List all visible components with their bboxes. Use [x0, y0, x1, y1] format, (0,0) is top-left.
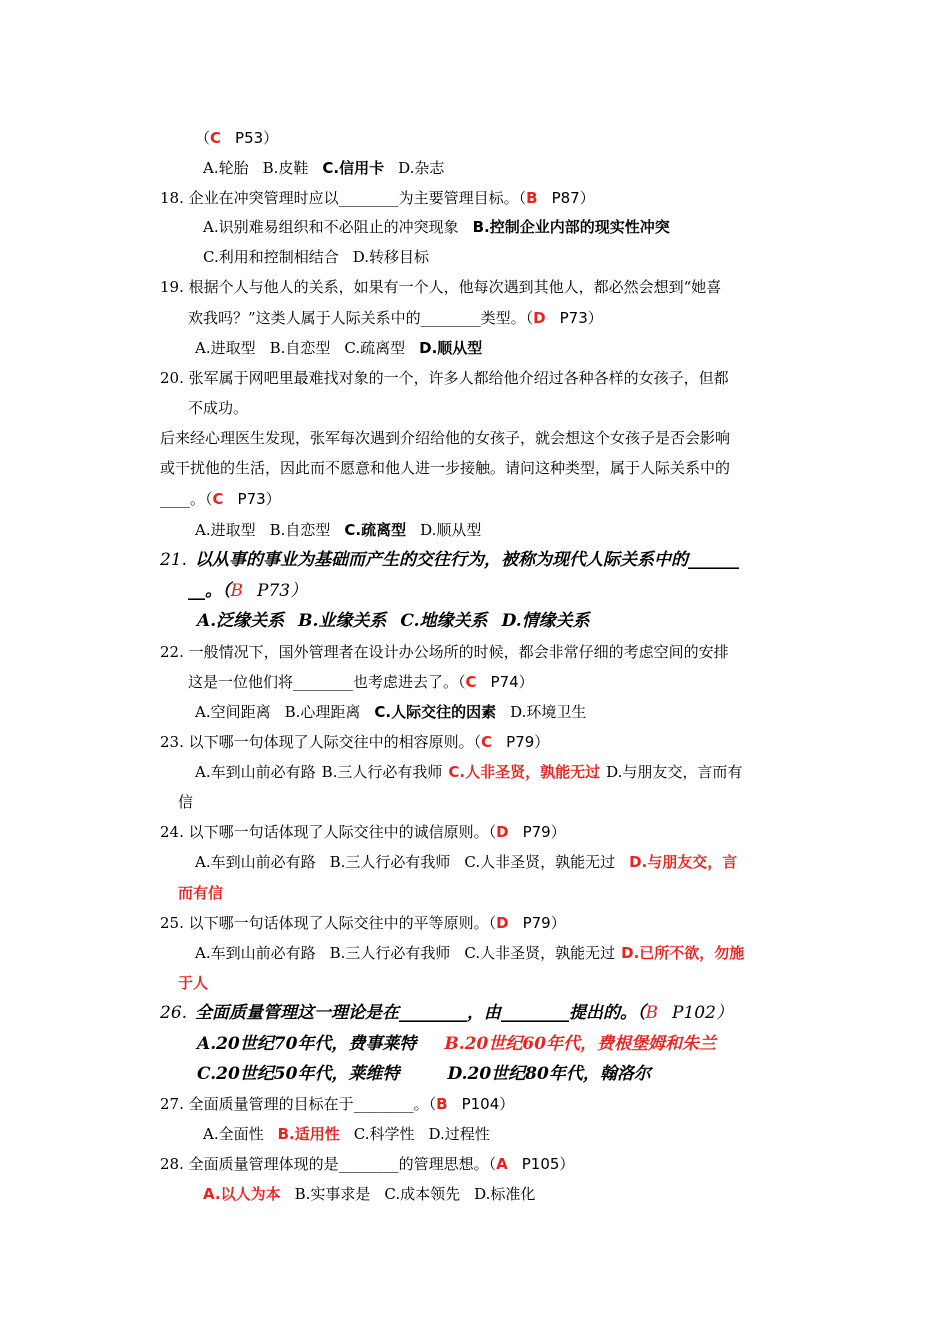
option-line	[203, 247, 429, 267]
question-22	[160, 642, 729, 662]
option-text-cont: 而有信	[178, 884, 224, 902]
option-line	[195, 702, 586, 722]
question-text: 全面质量管理这一理论是在________，由________提出的。（	[195, 1003, 646, 1023]
option-b: B.三人行必有我师	[321, 763, 443, 781]
option-b: B.自恋型	[269, 339, 331, 357]
question-text-cont	[160, 428, 730, 448]
question-19	[160, 277, 721, 297]
page-ref: P105	[521, 1155, 560, 1173]
page-ref: P73	[559, 309, 588, 327]
question-text: 28. 全面质量管理体现的是________的管理思想。（	[160, 1155, 497, 1173]
option-c: C.地缘关系	[400, 611, 488, 631]
page-ref: P79	[522, 914, 551, 932]
question-text: 以从事的事业为基础而产生的交往行为，被称为现代人际关系中的______	[195, 550, 740, 570]
answer-letter: A	[496, 1155, 508, 1173]
option-c: C.人非圣贤，孰能无过	[464, 944, 616, 962]
option-b: B.心理距离	[284, 703, 361, 721]
question-text-cont	[160, 489, 281, 509]
option-c: C.利用和控制相结合	[203, 248, 339, 266]
page-ref: P79	[506, 733, 535, 751]
option-line	[195, 852, 737, 872]
option-b: B.三人行必有我师	[329, 944, 451, 962]
answer-letter: C	[210, 129, 222, 147]
question-20	[160, 368, 729, 388]
option-c: C.疏离型	[344, 339, 406, 357]
question-25	[160, 913, 566, 933]
paren-close: ）	[499, 1095, 515, 1113]
answer-letter: D	[496, 823, 509, 841]
question-text-cont	[188, 672, 534, 692]
answer-letter: C	[212, 490, 224, 508]
paren-close: ）	[550, 914, 566, 932]
question-text: 后来经心理医生发现，张军每次遇到介绍给他的女孩子，就会想这个女孩子是否会影响	[160, 429, 731, 447]
question-text: 20. 张军属于网吧里最难找对象的一个，许多人都给他介绍过各种各样的女孩子，但都	[160, 369, 729, 387]
question-text-cont	[160, 458, 730, 478]
option-c: C.人非圣贤，孰能无过	[464, 853, 616, 871]
option-d: D.杂志	[398, 159, 445, 177]
question-text: 24. 以下哪一句话体现了人际交往中的诚信原则。（	[160, 823, 497, 841]
paren-close: ）	[715, 1003, 733, 1023]
option-c-correct: C.人非圣贤，孰能无过	[448, 763, 601, 781]
answer-line	[195, 128, 278, 148]
paren-close: ）	[290, 581, 308, 601]
option-b-correct: B.20世纪60年代，费根堡姆和朱兰	[444, 1034, 717, 1054]
option-a: A.轮胎	[203, 159, 249, 177]
option-line	[195, 338, 482, 358]
paren-close: ）	[534, 733, 550, 751]
question-18	[160, 188, 595, 208]
option-d: D.标准化	[474, 1185, 536, 1203]
option-d: D.转移目标	[352, 248, 429, 266]
question-21	[160, 549, 739, 571]
question-text-cont	[188, 580, 307, 602]
question-text: 25. 以下哪一句话体现了人际交往中的平等原则。（	[160, 914, 497, 932]
question-text: 不成功。	[188, 399, 249, 417]
option-b-correct: B.适用性	[277, 1125, 340, 1143]
paren-close: ）	[550, 823, 566, 841]
option-a: A.车到山前必有路	[195, 944, 316, 962]
option-line	[195, 520, 481, 540]
option-a: A.进取型	[195, 339, 256, 357]
page-ref: P102	[672, 1003, 716, 1023]
page-ref: P73	[237, 490, 266, 508]
page-ref: P79	[522, 823, 551, 841]
question-text: 19. 根据个人与他人的关系，如果有一个人，他每次遇到其他人，都必然会想到“她喜	[160, 278, 722, 296]
option-line	[195, 943, 744, 963]
answer-letter: C	[465, 673, 477, 691]
option-line	[197, 610, 590, 632]
question-24	[160, 822, 566, 842]
option-a: A.识别难易组织和不必阻止的冲突现象	[203, 218, 459, 236]
option-d-correct: D.已所不欲，勿施	[621, 944, 745, 962]
option-a: A.泛缘关系	[197, 611, 285, 631]
option-d: D.与朋友交，言而有	[606, 763, 743, 781]
question-text: 23. 以下哪一句体现了人际交往中的相容原则。（	[160, 733, 482, 751]
question-27	[160, 1094, 514, 1114]
paren-open: （	[195, 129, 211, 147]
option-c-correct: C.人际交往的因素	[374, 703, 497, 721]
option-line	[203, 1124, 490, 1144]
paren-close: ）	[518, 673, 534, 691]
answer-letter: B	[645, 1003, 659, 1023]
question-number: 21.	[160, 550, 188, 570]
option-a: A.全面性	[203, 1125, 264, 1143]
answer-letter: B	[526, 189, 538, 207]
option-text-cont: 信	[178, 793, 194, 811]
question-text-cont	[188, 308, 603, 328]
option-c: C.20世纪50年代，莱维特	[197, 1064, 400, 1084]
option-c: C.成本领先	[384, 1185, 461, 1203]
answer-letter: C	[481, 733, 493, 751]
question-26	[160, 1002, 733, 1024]
answer-letter: B	[230, 581, 243, 601]
option-d-correct: D.与朋友交，言	[629, 853, 738, 871]
option-line	[197, 1063, 651, 1085]
option-c: C.科学性	[353, 1125, 415, 1143]
question-text: 27. 全面质量管理的目标在于________。（	[160, 1095, 437, 1113]
question-text: ____。（	[160, 490, 213, 508]
option-a: A.车到山前必有路	[195, 763, 316, 781]
option-line-cont	[178, 973, 208, 993]
option-d: D.情缘关系	[501, 611, 590, 631]
option-b: B.皮鞋	[262, 159, 309, 177]
paren-close: ）	[265, 490, 281, 508]
option-d: D.20世纪80年代，翰洛尔	[447, 1064, 651, 1084]
option-d: D.顺从型	[420, 521, 482, 539]
option-a: A.20世纪70年代，费事莱特	[197, 1034, 417, 1054]
question-text: 22. 一般情况下，国外管理者在设计办公场所的时候，都会非常仔细的考虑空间的安排	[160, 643, 729, 661]
option-a-correct: A.以人为本	[203, 1185, 281, 1203]
option-line	[203, 217, 670, 237]
option-line-cont	[178, 883, 223, 903]
option-c-correct: C.疏离型	[344, 521, 407, 539]
page-ref: P87	[551, 189, 580, 207]
question-28	[160, 1154, 574, 1174]
option-b-correct: B.业缘关系	[298, 611, 387, 631]
page-ref: P74	[490, 673, 519, 691]
question-text: 18. 企业在冲突管理时应以________为主要管理目标。（	[160, 189, 527, 207]
option-line	[195, 762, 742, 782]
question-number: 26.	[160, 1003, 188, 1023]
answer-letter: D	[496, 914, 509, 932]
question-text-cont	[188, 398, 248, 418]
page-ref: P73	[257, 581, 291, 601]
option-d-correct: D.顺从型	[419, 339, 483, 357]
option-a: A.车到山前必有路	[195, 853, 316, 871]
option-c-correct: C.信用卡	[322, 159, 385, 177]
option-d: D.环境卫生	[510, 703, 587, 721]
option-a: A.进取型	[195, 521, 256, 539]
option-b: B.自恋型	[269, 521, 331, 539]
paren-close: ）	[263, 129, 279, 147]
option-line-cont	[178, 792, 193, 812]
page-ref: P104	[461, 1095, 500, 1113]
option-line	[203, 1184, 535, 1204]
question-text: __。（	[188, 581, 231, 601]
option-line	[203, 158, 444, 178]
question-text: 这是一位他们将________也考虑进去了。（	[188, 673, 466, 691]
paren-close: ）	[587, 309, 603, 327]
option-b: B.实事求是	[294, 1185, 371, 1203]
question-23	[160, 732, 549, 752]
paren-close: ）	[579, 189, 595, 207]
paren-close: ）	[559, 1155, 575, 1173]
option-a: A.空间距离	[195, 703, 271, 721]
option-line	[197, 1033, 716, 1055]
option-d: D.过程性	[428, 1125, 490, 1143]
page-ref: P53	[235, 129, 264, 147]
question-text: 或干扰他的生活，因此而不愿意和他人进一步接触。请问这种类型，属于人际关系中的	[160, 459, 731, 477]
option-text-cont: 于人	[178, 974, 209, 992]
question-text: 欢我吗？”这类人属于人际关系中的________类型。（	[188, 309, 534, 327]
option-b: B.三人行必有我师	[329, 853, 451, 871]
option-b-correct: B.控制企业内部的现实性冲突	[472, 218, 670, 236]
answer-letter: B	[436, 1095, 448, 1113]
answer-letter: D	[533, 309, 546, 327]
